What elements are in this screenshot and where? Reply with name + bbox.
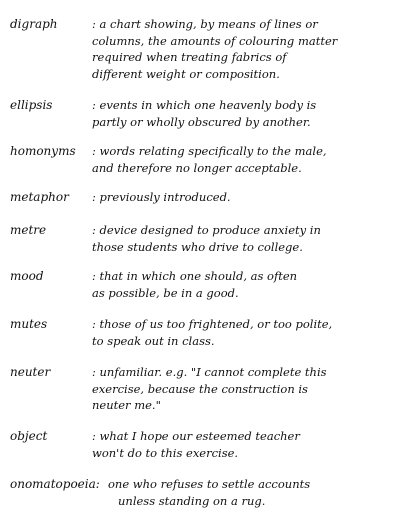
- definition-line: partly or wholly obscured by another.: [92, 114, 311, 129]
- term-neuter: neuter: [10, 365, 51, 379]
- definition-line: : that in which one should, as often: [92, 269, 298, 283]
- definition-line: one who refuses to settle accounts: [108, 477, 311, 491]
- definition-digraph: [92, 16, 392, 82]
- term-onomatopoeia: onomatopoeia:: [10, 477, 100, 491]
- definition-line: columns, the amounts of colouring matter: [92, 33, 338, 48]
- definition-line: and therefore no longer acceptable.: [92, 160, 302, 175]
- definition-line: won't do to this exercise.: [92, 445, 239, 460]
- definition-metaphor: [92, 189, 392, 206]
- definition-line: : a chart showing, by means of lines or: [92, 17, 318, 31]
- definition-metre: [92, 222, 392, 255]
- definition-line: : what I hope our esteemed teacher: [92, 429, 300, 443]
- definition-mutes: [92, 316, 392, 349]
- definition-line: : device designed to produce anxiety in: [92, 223, 321, 237]
- definition-line: required when treating fabrics of: [92, 50, 287, 64]
- definition-line: : events in which one heavenly body is: [92, 98, 317, 112]
- definition-line: : words relating specifically to the male,: [92, 144, 327, 158]
- term-digraph: digraph: [10, 17, 58, 31]
- definition-line: different weight or composition.: [92, 66, 280, 81]
- term-homonyms: homonyms: [10, 144, 76, 158]
- term-mutes: mutes: [10, 317, 48, 331]
- definition-onomatopoeia: [108, 476, 400, 509]
- definition-object: [92, 428, 392, 461]
- definition-line: exercise, because the construction is: [92, 381, 308, 396]
- term-mood: mood: [10, 269, 44, 283]
- definition-line: unless standing on a rug.: [118, 493, 266, 508]
- term-ellipsis: ellipsis: [10, 98, 53, 112]
- definition-line: : those of us too frightened, or too polite,: [92, 317, 333, 331]
- term-object: object: [10, 429, 48, 443]
- definition-neuter: [92, 364, 392, 414]
- definition-line: as possible, be in a good.: [92, 285, 239, 300]
- term-metre: metre: [10, 223, 47, 237]
- definition-homonyms: [92, 143, 392, 176]
- definition-line: those students who drive to college.: [92, 239, 303, 254]
- definition-line: to speak out in class.: [92, 333, 215, 348]
- definition-line: : previously introduced.: [92, 190, 231, 204]
- definition-line: neuter me.": [92, 398, 161, 412]
- definition-line: : unfamiliar. e.g. "I cannot complete this: [92, 365, 327, 379]
- definition-mood: [92, 268, 392, 301]
- definition-ellipsis: [92, 97, 392, 130]
- term-metaphor: metaphor: [10, 190, 69, 204]
